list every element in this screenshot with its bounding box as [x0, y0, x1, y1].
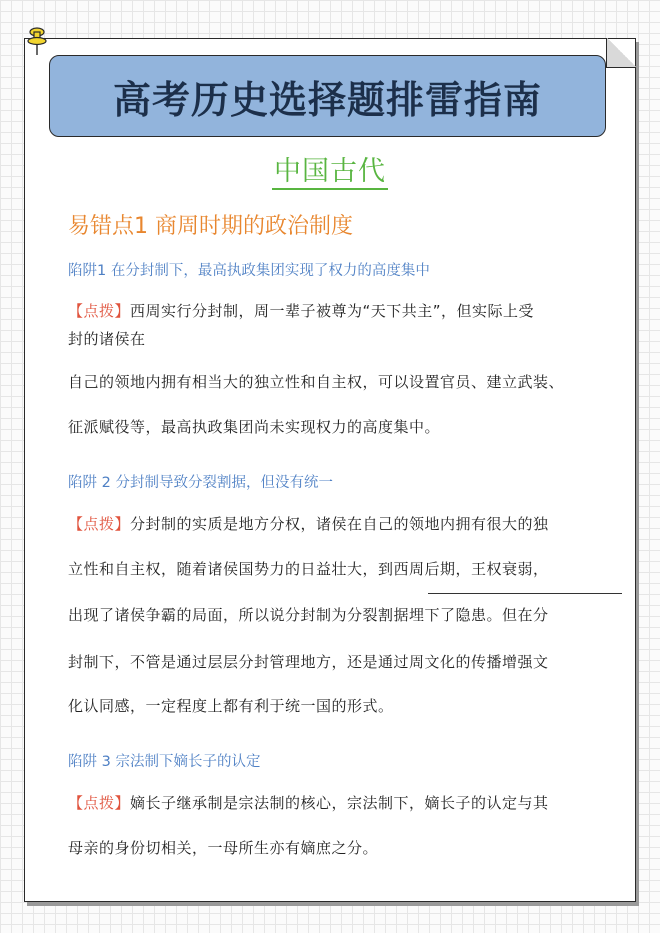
- trap-title: 陷阱1 在分封制下，最高执政集团实现了权力的高度集中: [68, 263, 430, 279]
- body-line: [68, 300, 534, 321]
- body-line: 自己的领地内拥有相当大的独立性和自主权，可以设置官员、建立武装、: [68, 373, 565, 391]
- tip-label: 【点拨】: [68, 515, 131, 533]
- title-banner: [49, 55, 606, 137]
- body-line: 立性和自主权，随着诸侯国势力的日益壮大，到西周后期，王权衰弱，: [68, 560, 549, 578]
- divider-line: [428, 593, 622, 594]
- pushpin-icon: [26, 27, 48, 57]
- body-text: 西周实行分封制，周一辈子被尊为“天下共主”，但实际上受: [130, 302, 535, 320]
- body-text: 分封制的实质是地方分权，诸侯在自己的领地内拥有很大的独: [130, 515, 549, 533]
- body-line: [68, 513, 549, 534]
- topic-heading: 易错点1 商周时期的政治制度: [68, 214, 353, 239]
- body-text: 嫡长子继承制是宗法制的核心，宗法制下，嫡长子的认定与其: [130, 794, 549, 812]
- page-corner-fold: [606, 38, 636, 68]
- body-line: 封制下，不管是通过层层分封管理地方，还是通过周文化的传播增强文: [68, 653, 549, 671]
- page-title: 高考历史选择题排雷指南: [112, 77, 542, 122]
- body-line: 化认同感，一定程度上都有利于统一国的形式。: [68, 697, 394, 715]
- section-title: 中国古代: [272, 156, 388, 190]
- tip-label: 【点拨】: [68, 794, 131, 812]
- tip-label: 【点拨】: [68, 302, 131, 320]
- body-line: 征派赋役等，最高执政集团尚未实现权力的高度集中。: [68, 418, 441, 436]
- section-header: [0, 156, 660, 190]
- trap-title: 陷阱 2 分封制导致分裂割据，但没有统一: [68, 475, 333, 491]
- body-line: 母亲的身份切相关，一母所生亦有嫡庶之分。: [68, 839, 379, 857]
- body-line: [68, 792, 549, 813]
- body-line: 出现了诸侯争霸的局面，所以说分封制为分裂割据埋下了隐患。但在分: [68, 606, 549, 624]
- body-line: 封的诸侯在: [68, 330, 146, 348]
- trap-title: 陷阱 3 宗法制下嫡长子的认定: [68, 754, 261, 770]
